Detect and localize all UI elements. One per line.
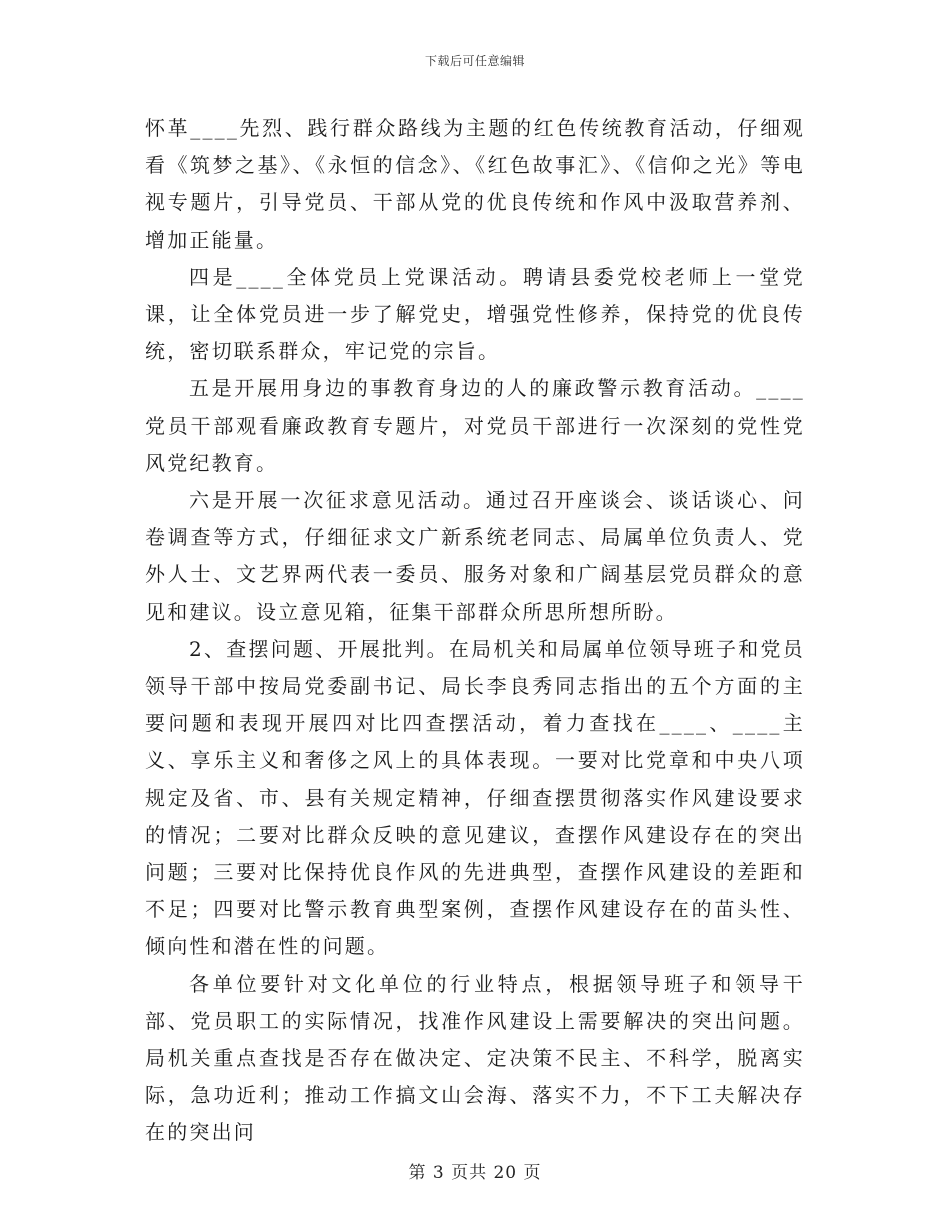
paragraph-item-six: 六是开展一次征求意见活动。通过召开座谈会、谈话谈心、问卷调查等方式，仔细征求文广新系统老同志、局属单位负责人、党外人士、文艺界两代表一委员、服务对象和广阔基层党员群众的意见和建议。设立意见箱，征集干部群众所思所想所盼。 xyxy=(145,488,805,624)
paragraph-item-four: 四是____全体党员上党课活动。聘请县委党校老师上一堂党课，让全体党员进一步了解党史，增强党性修养，保持党的优良传统，密切联系群众，牢记党的宗旨。 xyxy=(145,264,805,364)
page-number: 第 3 页共 20 页 xyxy=(408,1163,542,1183)
paragraph-continuation: 怀革____先烈、践行群众路线为主题的红色传统教育活动，仔细观看《筑梦之基》、《永恒的信念》、《红色故事汇》、《信仰之光》等电视专题片，引导党员、干部从党的优良传统和作风中汲取营养剂、增加正能量。 xyxy=(145,116,805,252)
document-body xyxy=(145,110,805,1152)
paragraph-item-five: 五是开展用身边的事教育身边的人的廉政警示教育活动。____党员干部观看廉政教育专题片，对党员干部进行一次深刻的党性党风党纪教育。 xyxy=(145,376,805,475)
page-header: 下载后可任意编辑 xyxy=(424,54,525,68)
paragraph-section-two: 2、查摆问题、开展批判。在局机关和局属单位领导班子和党员领导干部中按局党委副书记、局长李良秀同志指出的五个方面的主要问题和表现开展四对比四查摆活动，着力查找在____、____主义、享乐主义和奢侈之风上的具体表现。一要对比党章和中央八项规定及省、市、县有关规定精神，仔细查摆贯彻落实作风建设要求的情况；二要对比群众反映的意见建议，查摆作风建设存在的突出问题；三要对比保持优良作风的先进典型，查摆作风建设的差距和不足；四要对比警示教育典型案例，查摆作风建设存在的苗头性、倾向性和潜在性的问题。 xyxy=(145,636,805,959)
paragraph-unit-requirements: 各单位要针对文化单位的行业特点，根据领导班子和领导干部、党员职工的实际情况，找准作风建设上需要解决的突出问题。局机关重点查找是否存在做决定、定决策不民主、不科学，脱离实际，急功近利；推动工作搞文山会海、落实不力，不下工夫解决存在的突出问 xyxy=(145,971,805,1145)
